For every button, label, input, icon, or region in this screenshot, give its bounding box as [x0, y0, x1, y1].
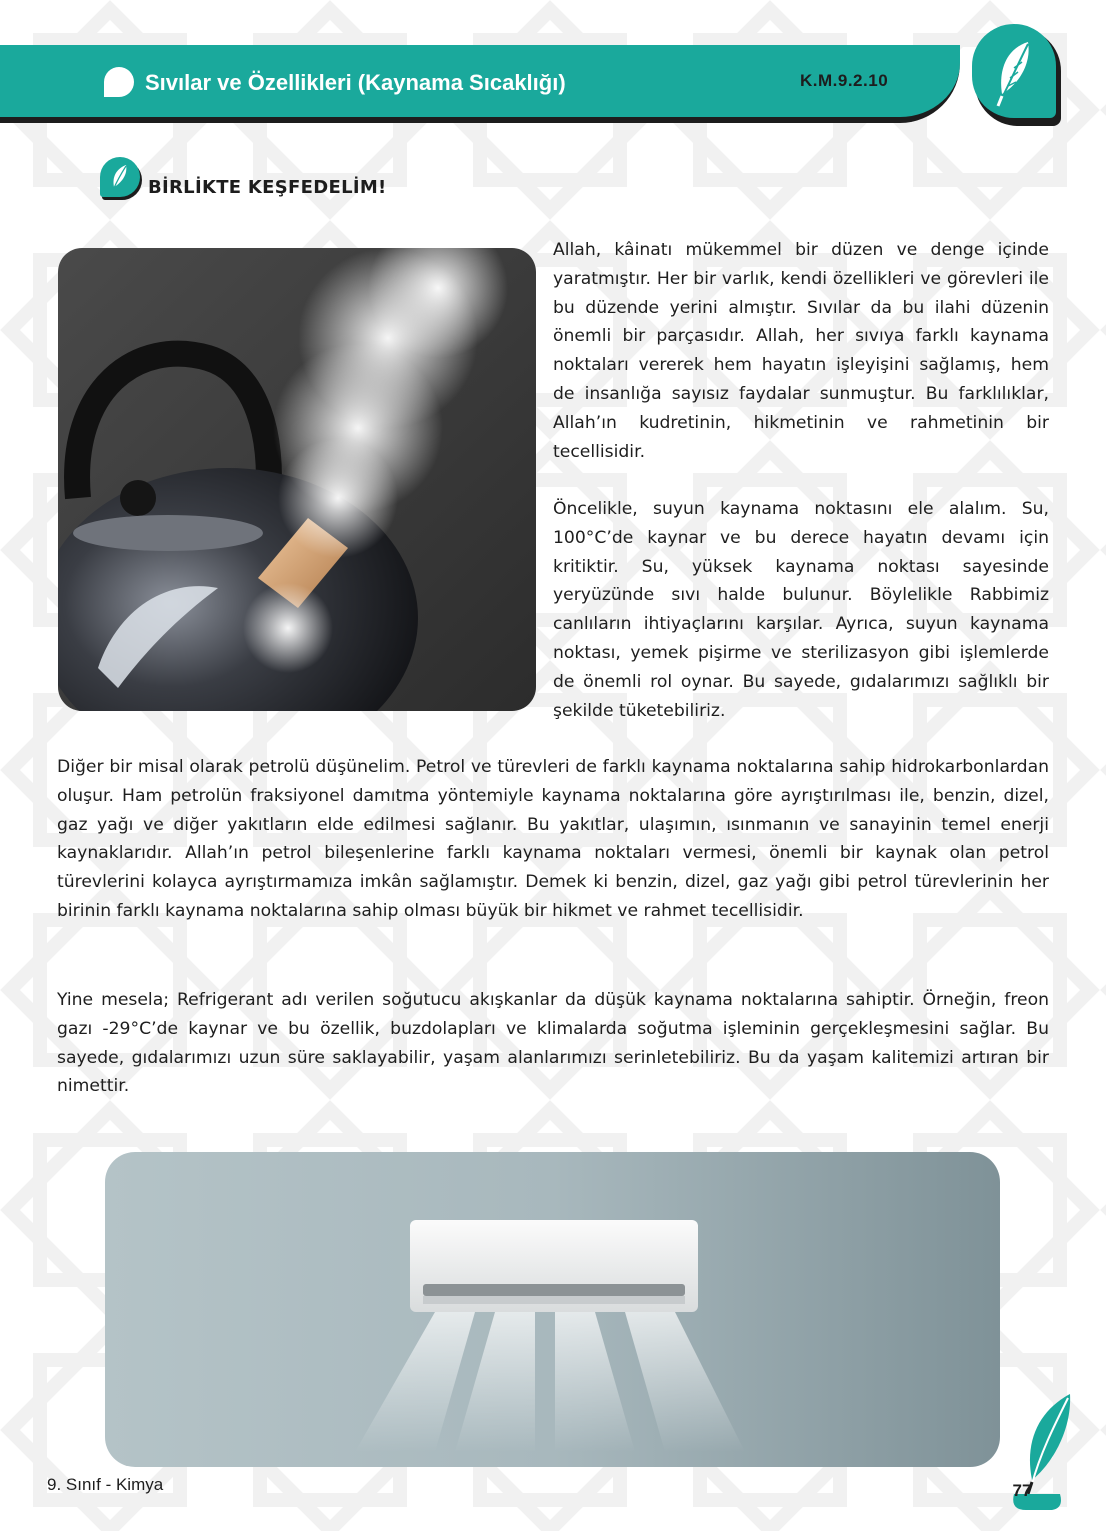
page-title: Sıvılar ve Özellikleri (Kaynama Sıcaklığı)	[145, 70, 566, 95]
paragraph-intro: Allah, kâinatı mükemmel bir düzen ve denge içinde yaratmıştır. Her bir varlık, kendi özellikleri ve görevleri ile bu düzende yerini almıştır. Sıvılar da bu ilahi düzenin önemli bir parçasıdır. Allah, her sıvıya farklı kaynama noktaları vererek hem hayatın işleyişini sağlamış, hem de insanlığa sayısız faydalar sunmuştur. Bu farklılıklar, Allah’ın kudretinin, hikmetinin ve rahmetinin bir tecellisidir.	[553, 240, 1049, 462]
section-icon	[100, 157, 140, 197]
feather-icon	[108, 163, 132, 191]
paragraph-water: Öncelikle, suyun kaynama noktasını ele alalım. Su, 100°C’de kaynar ve bu derece hayatın devamı için kritiktir. Su, yüksek kaynama noktası sayesinde yeryüzünde sıvı halde bulunur. Böylelikle Rabbimiz canlıların ihtiyaçlarını karşılar. Ayrıca, suyun kaynama noktası, yemek pişirme ve sterilizasyon gibi işlemlerde de önemli rol oynar. Bu sayede, gıdalarımızı sağlıklı bir şekilde tüketebiliriz.	[553, 499, 1049, 721]
header-bullet-icon	[104, 67, 134, 97]
air-conditioner-photo	[105, 1152, 1000, 1467]
paragraph-refrigerant: Yine mesela; Refrigerant adı verilen soğutucu akışkanlar da düşük kaynama noktalarına sahiptir. Örneğin, freon gazı -29°C’de kaynar ve bu özellik, buzdolapları ve klimalarda soğutma işleminin gerçekleşmesini sağlar. Bu sayede, gıdalarımızı uzun süre saklayabilir, yaşam alanlarımızı serinletebiliriz. Bu da yaşam kalitemizi artıran bir nimettir.	[57, 990, 1049, 1097]
course-label: 9. Sınıf - Kimya	[47, 1475, 164, 1494]
feather-icon	[988, 38, 1044, 108]
section-title: BİRLİKTE KEŞFEDELİM!	[148, 177, 387, 198]
curriculum-code: K.M.9.2.10	[800, 71, 889, 90]
paragraph-petroleum: Diğer bir misal olarak petrolü düşünelim. Petrol ve türevleri de farklı kaynama noktalarına sahip hidrokarbonlardan oluşur. Ham petrolün fraksiyonel damıtma yöntemiyle kaynama noktalarına göre ayrıştırılması ile, benzin, dizel, gaz yağı ve diğer yakıtların elde edilmesi sağlanır. Bu yakıtlar, ulaşımın, ısınmanın ve sanayinin temel enerji kaynaklarıdır. Allah’ın petrol bileşenlerine farklı kaynama noktaları vermesi, önemli bir kaynak olan petrol türevlerini kolayca ayrıştırmamıza imkân sağlamıştır. Demek ki benzin, dizel, gaz yağı gibi petrol türevlerinin her birinin farklı kaynama noktalarına sahip olması büyük bir hikmet ve rahmet tecellisidir.	[57, 757, 1049, 921]
kettle-steam-photo	[58, 248, 536, 711]
page-number: 77	[1012, 1481, 1032, 1500]
